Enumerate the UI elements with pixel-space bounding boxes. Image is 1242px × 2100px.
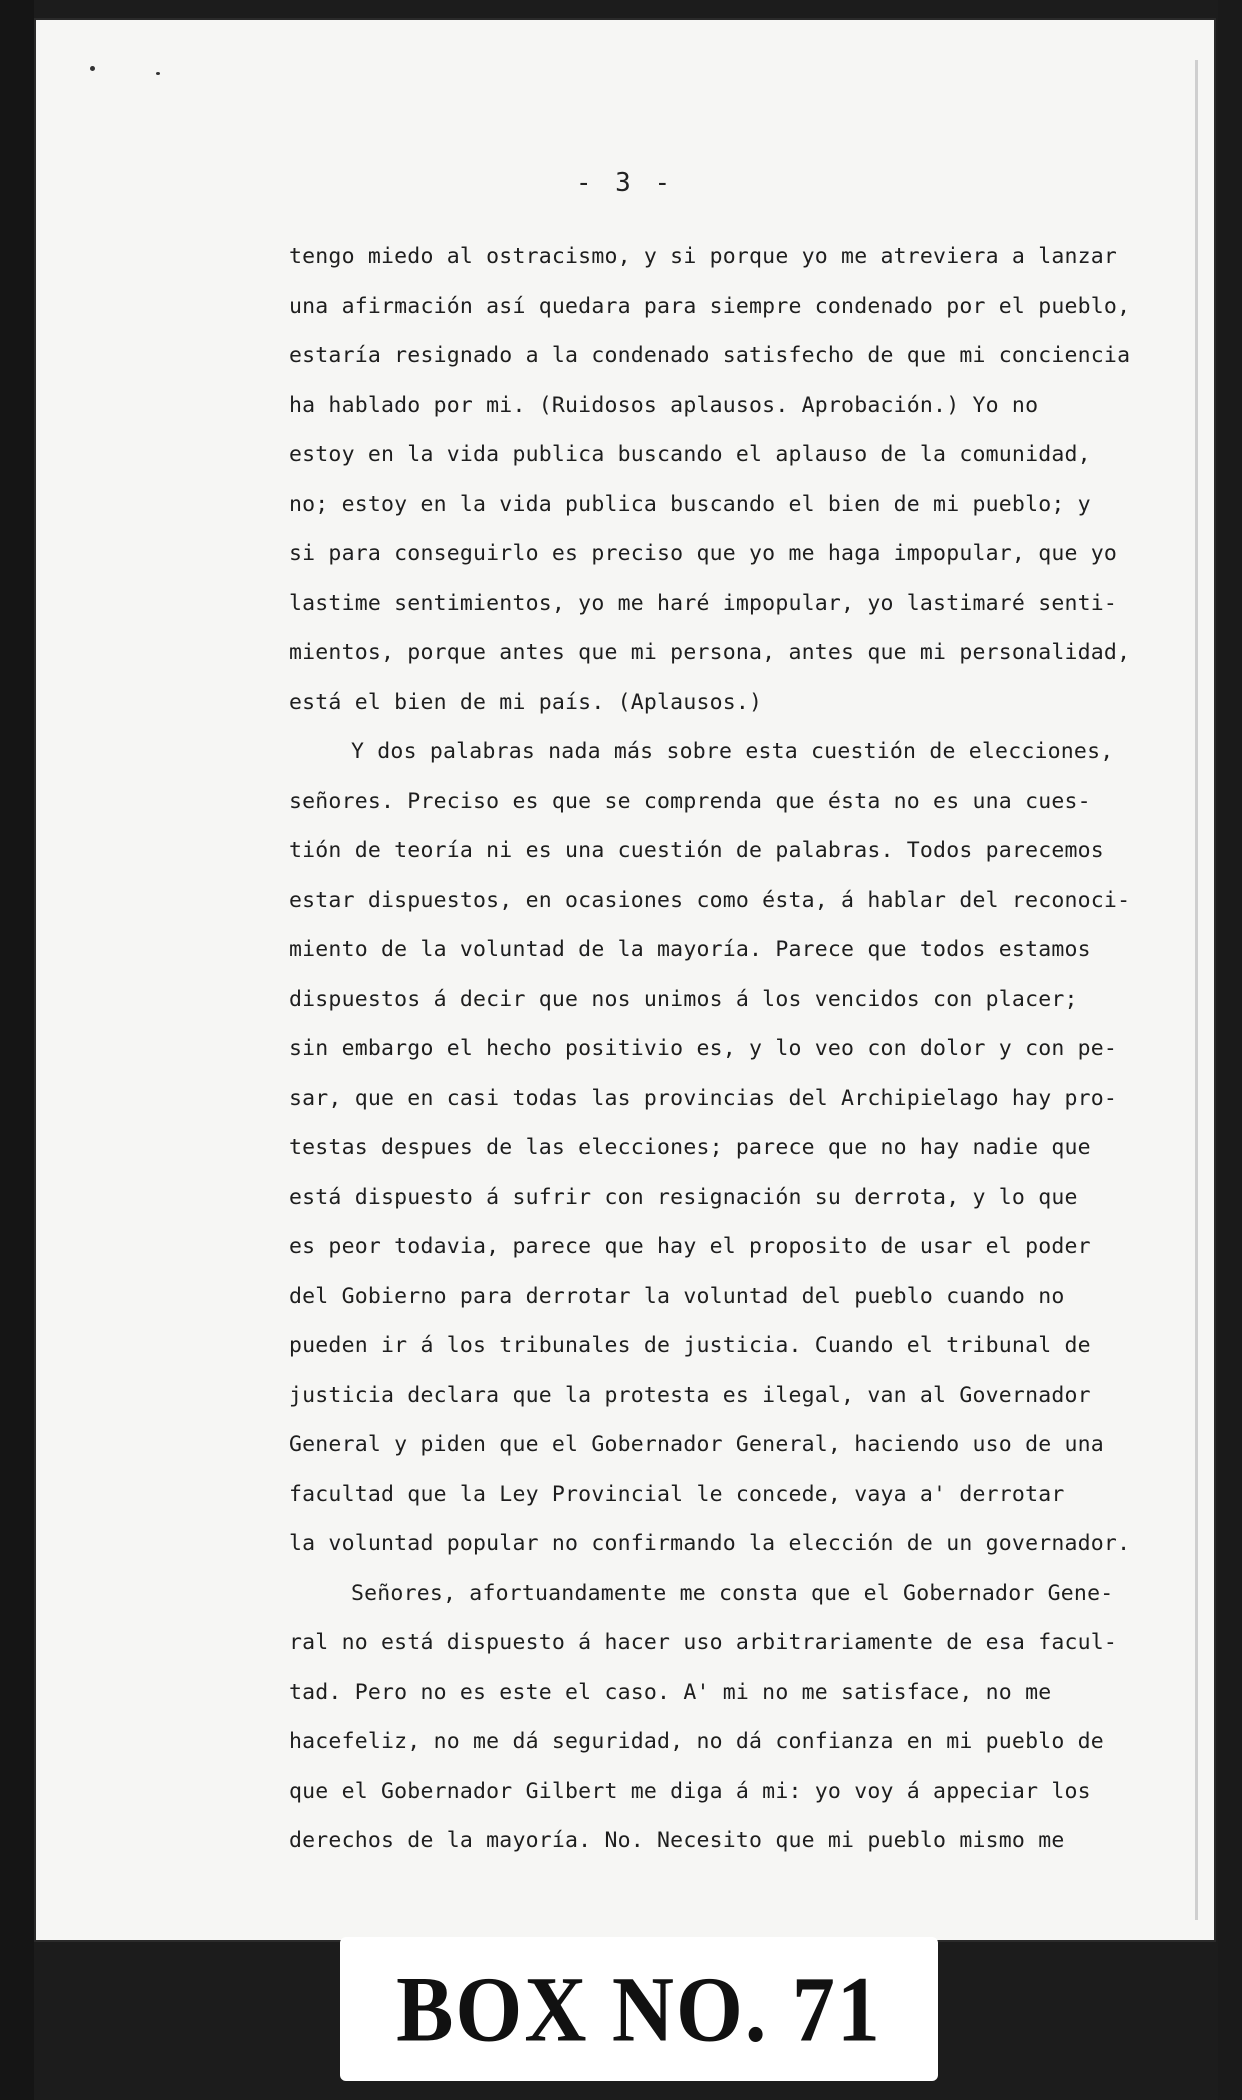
text-line: sin embargo el hecho positivio es, y lo veo con dolor y con pe- [289, 1036, 1118, 1061]
text-line: pueden ir á los tribunales de justicia. Cuando el tribunal de [289, 1333, 1091, 1358]
text-line: es peor todavia, parece que hay el proposito de usar el poder [289, 1234, 1091, 1259]
text-line: tad. Pero no es este el caso. A' mi no me satisface, no me [289, 1679, 1052, 1705]
text-line: sar, que en casi todas las provincias del Archipielago hay pro- [289, 1085, 1118, 1111]
text-line: no; estoy en la vida publica buscando el bien de mi pueblo; y [289, 491, 1091, 517]
text-line: miento de la voluntad de la mayoría. Parece que todos estamos [289, 937, 1091, 962]
text-line: una afirmación así quedara para siempre condenado por el pueblo, [289, 293, 1131, 319]
text-line: Y dos palabras nada más sobre esta cuestión de elecciones, [351, 739, 1114, 764]
text-line: señores. Preciso es que se comprenda que ésta no es una cues- [289, 788, 1091, 814]
text-line: estoy en la vida publica buscando el aplauso de la comunidad, [289, 442, 1091, 467]
scan-border-left [0, 0, 34, 2100]
text-line: que el Gobernador Gilbert me diga á mi: yo voy á appeciar los [289, 1778, 1091, 1804]
page-number: - 3 - [575, 168, 675, 198]
box-number-text: BOX NO. 71 [396, 1957, 882, 2061]
text-line: ral no está dispuesto á hacer uso arbitrariamente de esa facul- [289, 1630, 1118, 1655]
body-text [289, 232, 1131, 1866]
text-line: dispuestos á decir que nos unimos á los vencidos con placer; [289, 986, 1078, 1012]
archive-box-label [340, 1937, 938, 2081]
page-edge-shadow [1195, 60, 1198, 1920]
scan-border-right [1218, 0, 1242, 2100]
text-line: la voluntad popular no confirmando la elección de un governador. [289, 1531, 1131, 1556]
text-line: derechos de la mayoría. No. Necesito que mi pueblo mismo me [289, 1828, 1065, 1853]
text-line: tengo miedo al ostracismo, y si porque yo me atreviera a lanzar [289, 244, 1118, 269]
document-page [36, 20, 1214, 1940]
text-line: está dispuesto á sufrir con resignación su derrota, y lo que [289, 1184, 1078, 1210]
text-line: tión de teoría ni es una cuestión de palabras. Todos parecemos [289, 838, 1104, 863]
text-line: del Gobierno para derrotar la voluntad del pueblo cuando no [289, 1283, 1065, 1309]
text-line: hacefeliz, no me dá seguridad, no dá confianza en mi pueblo de [289, 1729, 1104, 1754]
text-line: ha hablado por mi. (Ruidosos aplausos. Aprobación.) Yo no [289, 392, 1039, 418]
speck-mark [156, 72, 160, 75]
speck-mark [90, 66, 95, 71]
text-line: Señores, afortuandamente me consta que el Gobernador Gene- [351, 1580, 1114, 1606]
text-line: está el bien de mi país. (Aplausos.) [289, 689, 763, 715]
text-line: justicia declara que la protesta es ilegal, van al Governador [289, 1382, 1091, 1408]
text-line: estaría resignado a la condenado satisfecho de que mi conciencia [289, 343, 1131, 368]
text-line: mientos, porque antes que mi persona, antes que mi personalidad, [289, 640, 1131, 665]
text-line: estar dispuestos, en ocasiones como ésta, á hablar del reconoci- [289, 887, 1131, 913]
text-line: testas despues de las elecciones; parece que no hay nadie que [289, 1135, 1091, 1160]
text-line: General y piden que el Gobernador General, haciendo uso de una [289, 1432, 1104, 1457]
text-line: lastime sentimientos, yo me haré impopular, yo lastimaré senti- [289, 590, 1118, 616]
text-line: facultad que la Ley Provincial le concede, vaya a' derrotar [289, 1481, 1065, 1507]
text-line: si para conseguirlo es preciso que yo me haga impopular, que yo [289, 541, 1118, 566]
